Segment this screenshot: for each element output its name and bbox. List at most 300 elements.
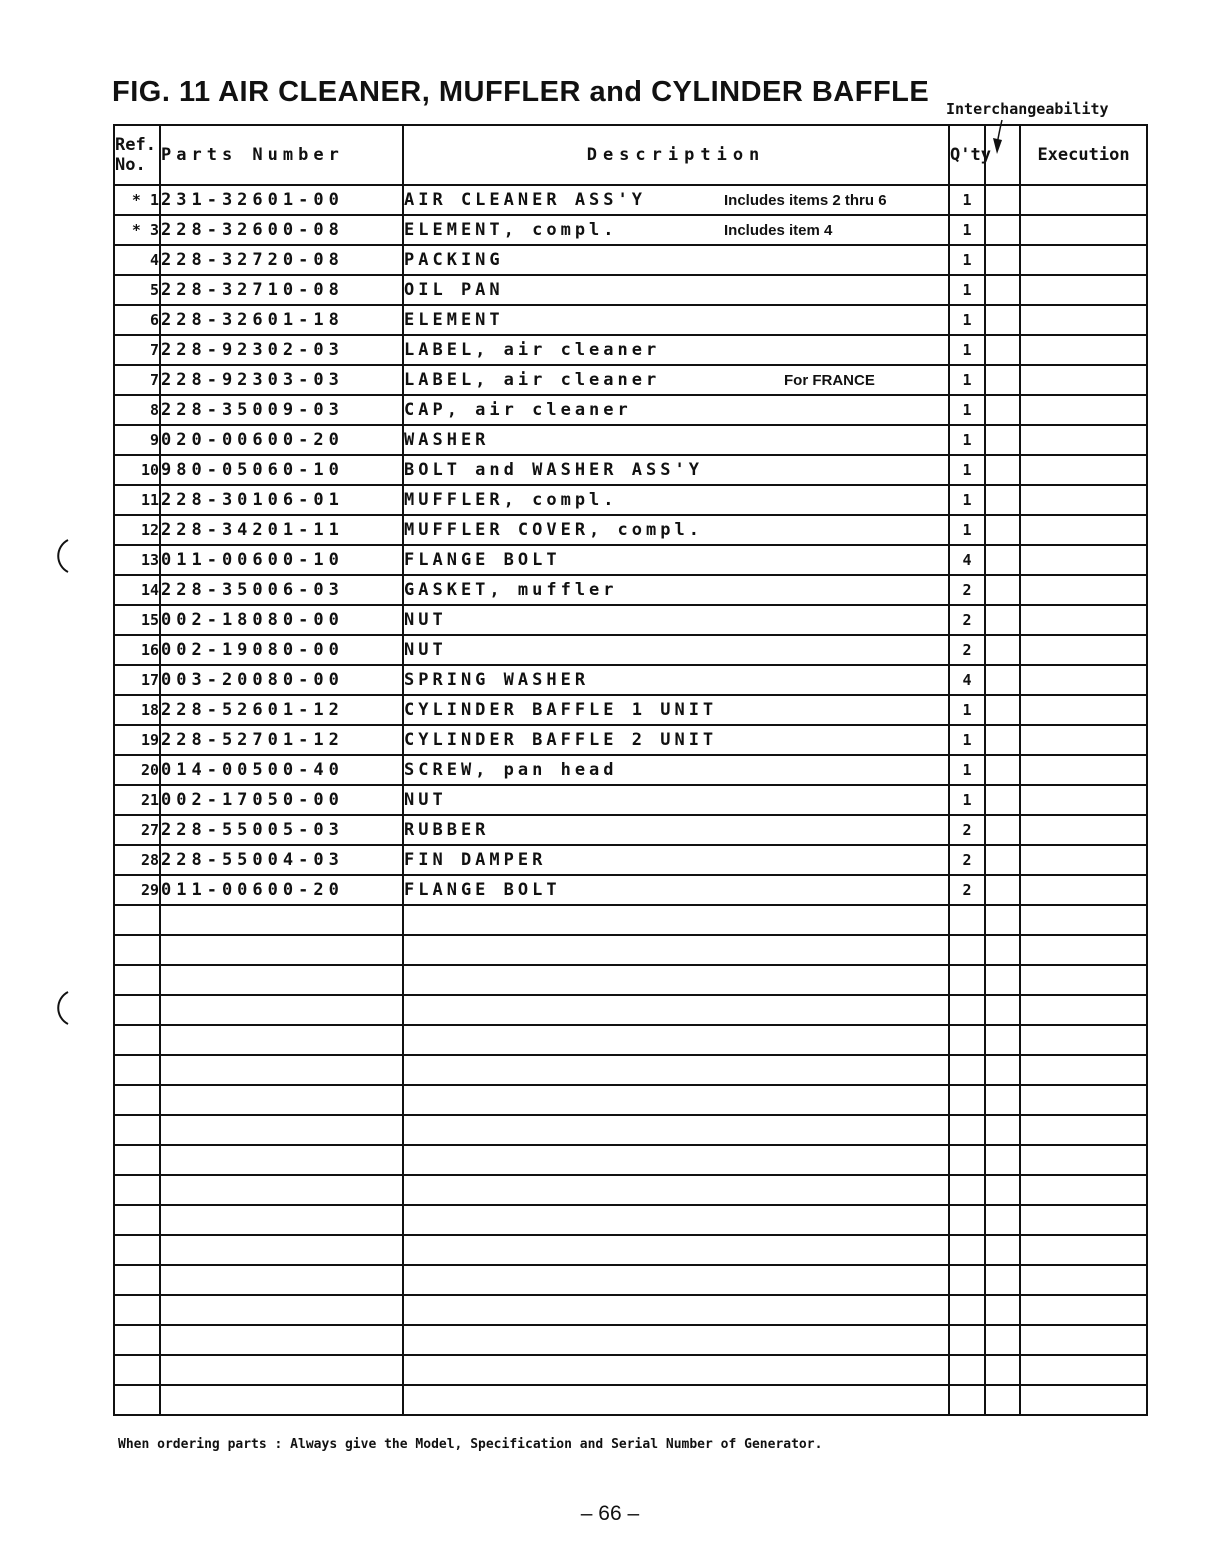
ref-no-cell: 11: [114, 485, 160, 515]
qty-cell: 1: [949, 245, 985, 275]
execution-cell: [1020, 395, 1147, 425]
blank-cell: [985, 1325, 1020, 1355]
description-cell: [403, 305, 949, 335]
blank-cell: [949, 1385, 985, 1415]
part-number-cell: 980-05060-10: [160, 455, 403, 485]
table-row: [114, 755, 1147, 785]
execution-cell: [1020, 185, 1147, 215]
part-number-cell: 228-52701-12: [160, 725, 403, 755]
page-title: FIG. 11 AIR CLEANER, MUFFLER and CYLINDER BAFFLE: [112, 76, 930, 108]
ref-no-cell: 16: [114, 635, 160, 665]
table-row: [114, 455, 1147, 485]
qty-cell: 1: [949, 695, 985, 725]
part-number-cell: 228-32601-18: [160, 305, 403, 335]
blank-table-row: [114, 1235, 1147, 1265]
blank-cell: [985, 1265, 1020, 1295]
row-note: Includes item 4: [724, 222, 833, 239]
interchangeability-cell: [985, 725, 1020, 755]
execution-cell: [1020, 245, 1147, 275]
description-header: Description: [403, 125, 949, 185]
blank-cell: [1020, 1235, 1147, 1265]
blank-cell: [985, 935, 1020, 965]
blank-cell: [949, 1235, 985, 1265]
blank-table-row: [114, 1145, 1147, 1175]
blank-cell: [949, 1175, 985, 1205]
qty-cell: 1: [949, 275, 985, 305]
blank-cell: [949, 1115, 985, 1145]
blank-cell: [985, 1355, 1020, 1385]
description-text: CAP, air cleaner: [404, 400, 632, 420]
blank-cell: [949, 965, 985, 995]
blank-cell: [114, 1025, 160, 1055]
blank-cell: [1020, 1145, 1147, 1175]
table-row: [114, 305, 1147, 335]
qty-cell: 2: [949, 605, 985, 635]
ref-no-cell: 6: [114, 305, 160, 335]
table-row: [114, 395, 1147, 425]
description-text: GASKET, muffler: [404, 580, 618, 600]
qty-cell: 4: [949, 665, 985, 695]
blank-cell: [403, 1085, 949, 1115]
execution-cell: [1020, 845, 1147, 875]
blank-cell: [114, 1085, 160, 1115]
blank-table-row: [114, 1085, 1147, 1115]
qty-cell: 1: [949, 335, 985, 365]
ref-no-cell: 15: [114, 605, 160, 635]
blank-cell: [1020, 1025, 1147, 1055]
description-text: NUT: [404, 640, 447, 660]
ref-header-line1: Ref.: [115, 135, 156, 155]
table-row: [114, 245, 1147, 275]
description-text: CYLINDER BAFFLE 1 UNIT: [404, 700, 718, 720]
blank-table-row: [114, 1205, 1147, 1235]
description-cell: [403, 845, 949, 875]
blank-cell: [985, 1385, 1020, 1415]
blank-cell: [114, 1145, 160, 1175]
blank-cell: [160, 1205, 403, 1235]
blank-cell: [1020, 965, 1147, 995]
blank-cell: [985, 1145, 1020, 1175]
blank-cell: [114, 1265, 160, 1295]
part-number-cell: 002-17050-00: [160, 785, 403, 815]
description-cell: [403, 665, 949, 695]
parts-number-header: Parts Number: [160, 125, 403, 185]
blank-cell: [403, 965, 949, 995]
part-number-cell: 003-20080-00: [160, 665, 403, 695]
blank-cell: [114, 905, 160, 935]
blank-cell: [949, 1295, 985, 1325]
blank-cell: [160, 1085, 403, 1115]
description-text: RUBBER: [404, 820, 490, 840]
blank-cell: [1020, 935, 1147, 965]
page-number: – 66 –: [580, 1502, 640, 1525]
qty-cell: 1: [949, 755, 985, 785]
table-row: [114, 785, 1147, 815]
execution-cell: [1020, 515, 1147, 545]
ref-no-cell: 21: [114, 785, 160, 815]
interchangeability-cell: [985, 395, 1020, 425]
ref-no-cell: 28: [114, 845, 160, 875]
blank-cell: [403, 1175, 949, 1205]
part-number-cell: 228-92302-03: [160, 335, 403, 365]
part-number-cell: 228-34201-11: [160, 515, 403, 545]
blank-cell: [160, 1295, 403, 1325]
interchangeability-label: Interchangeability: [946, 100, 1109, 118]
blank-cell: [160, 1265, 403, 1295]
blank-cell: [985, 995, 1020, 1025]
execution-cell: [1020, 305, 1147, 335]
blank-cell: [1020, 1385, 1147, 1415]
blank-cell: [985, 1205, 1020, 1235]
table-row: [114, 515, 1147, 545]
table-row: [114, 725, 1147, 755]
ref-no-cell: 18: [114, 695, 160, 725]
blank-cell: [160, 935, 403, 965]
blank-cell: [985, 1235, 1020, 1265]
description-text: FLANGE BOLT: [404, 880, 561, 900]
blank-cell: [1020, 1115, 1147, 1145]
description-cell: [403, 545, 949, 575]
ref-no-cell: 9: [114, 425, 160, 455]
interchangeability-cell: [985, 785, 1020, 815]
ref-no-header: [114, 125, 160, 185]
execution-cell: [1020, 725, 1147, 755]
blank-cell: [403, 905, 949, 935]
table-row: [114, 605, 1147, 635]
table-row: [114, 665, 1147, 695]
ref-no-cell: 19: [114, 725, 160, 755]
description-cell: [403, 215, 949, 245]
interchangeability-cell: [985, 845, 1020, 875]
blank-table-row: [114, 1325, 1147, 1355]
blank-table-row: [114, 1025, 1147, 1055]
execution-cell: [1020, 575, 1147, 605]
blank-cell: [985, 1025, 1020, 1055]
description-cell: [403, 785, 949, 815]
blank-cell: [1020, 1355, 1147, 1385]
part-number-cell: 002-19080-00: [160, 635, 403, 665]
qty-cell: 1: [949, 455, 985, 485]
blank-cell: [403, 1295, 949, 1325]
punch-hole-mark-top: [46, 538, 86, 578]
qty-cell: 1: [949, 515, 985, 545]
qty-cell: 2: [949, 815, 985, 845]
blank-table-row: [114, 1295, 1147, 1325]
description-text: MUFFLER COVER, compl.: [404, 520, 703, 540]
interchangeability-cell: [985, 425, 1020, 455]
blank-cell: [403, 1265, 949, 1295]
blank-cell: [160, 1355, 403, 1385]
table-row: [114, 215, 1147, 245]
blank-cell: [403, 1115, 949, 1145]
description-cell: [403, 695, 949, 725]
description-cell: [403, 365, 949, 395]
blank-cell: [160, 1025, 403, 1055]
blank-cell: [949, 1055, 985, 1085]
execution-cell: [1020, 815, 1147, 845]
description-text: OIL PAN: [404, 280, 504, 300]
description-text: MUFFLER, compl.: [404, 490, 618, 510]
table-header-row: [114, 125, 1147, 185]
blank-table-row: [114, 1175, 1147, 1205]
qty-cell: 1: [949, 485, 985, 515]
description-cell: [403, 335, 949, 365]
ref-no-cell: 13: [114, 545, 160, 575]
qty-cell: 2: [949, 875, 985, 905]
interchangeability-cell: [985, 455, 1020, 485]
part-number-cell: 228-32600-08: [160, 215, 403, 245]
table-row: [114, 365, 1147, 395]
qty-cell: 2: [949, 635, 985, 665]
blank-cell: [114, 1235, 160, 1265]
blank-table-row: [114, 1385, 1147, 1415]
ref-no-cell: 4: [114, 245, 160, 275]
part-number-cell: 002-18080-00: [160, 605, 403, 635]
blank-cell: [949, 935, 985, 965]
blank-cell: [114, 1055, 160, 1085]
execution-cell: [1020, 365, 1147, 395]
blank-cell: [403, 1355, 949, 1385]
blank-cell: [403, 1205, 949, 1235]
blank-cell: [1020, 1325, 1147, 1355]
interchangeability-cell: [985, 365, 1020, 395]
qty-cell: 1: [949, 305, 985, 335]
execution-cell: [1020, 605, 1147, 635]
execution-cell: [1020, 425, 1147, 455]
execution-cell: [1020, 755, 1147, 785]
blank-cell: [403, 935, 949, 965]
part-number-cell: 014-00500-40: [160, 755, 403, 785]
description-text: CYLINDER BAFFLE 2 UNIT: [404, 730, 718, 750]
blank-cell: [985, 1115, 1020, 1145]
blank-table-row: [114, 905, 1147, 935]
blank-cell: [1020, 1295, 1147, 1325]
description-text: LABEL, air cleaner: [404, 340, 661, 360]
execution-cell: [1020, 665, 1147, 695]
blank-cell: [114, 1205, 160, 1235]
qty-cell: 1: [949, 725, 985, 755]
interchangeability-cell: [985, 215, 1020, 245]
blank-cell: [949, 995, 985, 1025]
description-cell: [403, 425, 949, 455]
interchangeability-cell: [985, 335, 1020, 365]
blank-cell: [985, 1295, 1020, 1325]
description-cell: [403, 605, 949, 635]
qty-cell: 1: [949, 365, 985, 395]
interchangeability-cell: [985, 665, 1020, 695]
blank-cell: [114, 1355, 160, 1385]
interchangeability-cell: [985, 305, 1020, 335]
part-number-cell: 231-32601-00: [160, 185, 403, 215]
blank-cell: [160, 1055, 403, 1085]
part-number-cell: 228-52601-12: [160, 695, 403, 725]
part-number-cell: 011-00600-10: [160, 545, 403, 575]
qty-cell: 1: [949, 185, 985, 215]
description-cell: [403, 245, 949, 275]
ref-no-cell: 27: [114, 815, 160, 845]
blank-cell: [160, 1325, 403, 1355]
ref-no-cell: 7: [114, 365, 160, 395]
execution-cell: [1020, 635, 1147, 665]
qty-cell: 1: [949, 215, 985, 245]
blank-cell: [985, 1055, 1020, 1085]
blank-cell: [1020, 1205, 1147, 1235]
description-text: SCREW, pan head: [404, 760, 618, 780]
description-cell: [403, 575, 949, 605]
blank-cell: [114, 965, 160, 995]
description-cell: [403, 185, 949, 215]
part-number-cell: 228-35009-03: [160, 395, 403, 425]
execution-cell: [1020, 875, 1147, 905]
qty-cell: 2: [949, 845, 985, 875]
description-cell: [403, 275, 949, 305]
blank-cell: [1020, 1265, 1147, 1295]
description-text: FIN DAMPER: [404, 850, 547, 870]
blank-cell: [403, 1145, 949, 1175]
table-row: [114, 875, 1147, 905]
blank-cell: [949, 1265, 985, 1295]
ref-no-cell: * 1: [114, 185, 160, 215]
qty-cell: 1: [949, 425, 985, 455]
blank-cell: [403, 1385, 949, 1415]
blank-cell: [114, 935, 160, 965]
table-row: [114, 185, 1147, 215]
blank-table-row: [114, 995, 1147, 1025]
interchangeability-cell: [985, 695, 1020, 725]
qty-cell: 2: [949, 575, 985, 605]
description-text: NUT: [404, 790, 447, 810]
blank-cell: [114, 1175, 160, 1205]
part-number-cell: 020-00600-20: [160, 425, 403, 455]
ref-no-cell: 20: [114, 755, 160, 785]
description-text: ELEMENT: [404, 310, 504, 330]
blank-table-row: [114, 1355, 1147, 1385]
description-cell: [403, 485, 949, 515]
blank-cell: [1020, 905, 1147, 935]
qty-header: Q'ty: [949, 125, 985, 185]
blank-cell: [1020, 1085, 1147, 1115]
punch-hole-mark-bottom: [46, 990, 86, 1030]
interchangeability-cell: [985, 875, 1020, 905]
row-note: For FRANCE: [784, 372, 875, 389]
description-text: WASHER: [404, 430, 490, 450]
description-text: BOLT and WASHER ASS'Y: [404, 460, 703, 480]
execution-cell: [1020, 545, 1147, 575]
description-text: AIR CLEANER ASS'Y: [404, 190, 646, 210]
blank-cell: [160, 1115, 403, 1145]
table-row: [114, 425, 1147, 455]
part-number-cell: 228-92303-03: [160, 365, 403, 395]
qty-cell: 1: [949, 395, 985, 425]
execution-cell: [1020, 335, 1147, 365]
blank-cell: [949, 1025, 985, 1055]
qty-cell: 4: [949, 545, 985, 575]
table-row: [114, 485, 1147, 515]
description-text: FLANGE BOLT: [404, 550, 561, 570]
part-number-cell: 228-32710-08: [160, 275, 403, 305]
blank-table-row: [114, 1115, 1147, 1145]
blank-cell: [160, 1175, 403, 1205]
description-text: PACKING: [404, 250, 504, 270]
blank-cell: [114, 1385, 160, 1415]
execution-cell: [1020, 215, 1147, 245]
row-note: Includes items 2 thru 6: [724, 192, 887, 209]
ref-no-cell: 12: [114, 515, 160, 545]
description-cell: [403, 635, 949, 665]
interchangeability-cell: [985, 245, 1020, 275]
execution-cell: [1020, 485, 1147, 515]
blank-cell: [403, 1055, 949, 1085]
execution-cell: [1020, 275, 1147, 305]
table-row: [114, 815, 1147, 845]
part-number-cell: 228-35006-03: [160, 575, 403, 605]
blank-cell: [1020, 1055, 1147, 1085]
ref-no-cell: 17: [114, 665, 160, 695]
ref-no-cell: 10: [114, 455, 160, 485]
blank-cell: [114, 1325, 160, 1355]
qty-cell: 1: [949, 785, 985, 815]
blank-table-row: [114, 935, 1147, 965]
part-number-cell: 228-30106-01: [160, 485, 403, 515]
description-cell: [403, 755, 949, 785]
blank-cell: [985, 905, 1020, 935]
interchangeability-cell: [985, 485, 1020, 515]
ordering-note: When ordering parts : Always give the Model, Specification and Serial Number of Generator.: [118, 1437, 823, 1452]
table-row: [114, 575, 1147, 605]
part-number-cell: 228-55004-03: [160, 845, 403, 875]
table-row: [114, 635, 1147, 665]
blank-cell: [949, 1205, 985, 1235]
execution-cell: [1020, 695, 1147, 725]
description-cell: [403, 395, 949, 425]
interchangeability-cell: [985, 575, 1020, 605]
ref-header-line2: No.: [115, 155, 146, 175]
blank-cell: [949, 1145, 985, 1175]
blank-cell: [1020, 1175, 1147, 1205]
ref-no-cell: 8: [114, 395, 160, 425]
table-row: [114, 335, 1147, 365]
blank-cell: [403, 1325, 949, 1355]
interchangeability-cell: [985, 635, 1020, 665]
description-cell: [403, 455, 949, 485]
blank-cell: [949, 1355, 985, 1385]
blank-cell: [403, 995, 949, 1025]
table-row: [114, 695, 1147, 725]
blank-cell: [403, 1235, 949, 1265]
description-text: ELEMENT, compl.: [404, 220, 618, 240]
interchangeability-cell: [985, 515, 1020, 545]
ref-no-cell: 14: [114, 575, 160, 605]
interchangeability-cell: [985, 605, 1020, 635]
blank-cell: [160, 1235, 403, 1265]
blank-cell: [949, 1325, 985, 1355]
blank-cell: [403, 1025, 949, 1055]
blank-cell: [985, 965, 1020, 995]
description-text: NUT: [404, 610, 447, 630]
description-cell: [403, 815, 949, 845]
part-number-cell: 228-32720-08: [160, 245, 403, 275]
blank-cell: [160, 1145, 403, 1175]
description-text: SPRING WASHER: [404, 670, 590, 690]
blank-cell: [160, 965, 403, 995]
blank-cell: [114, 1115, 160, 1145]
interchangeability-cell: [985, 185, 1020, 215]
blank-cell: [114, 1295, 160, 1325]
interchangeability-cell: [985, 755, 1020, 785]
interchangeability-cell: [985, 545, 1020, 575]
blank-cell: [1020, 995, 1147, 1025]
part-number-cell: 228-55005-03: [160, 815, 403, 845]
